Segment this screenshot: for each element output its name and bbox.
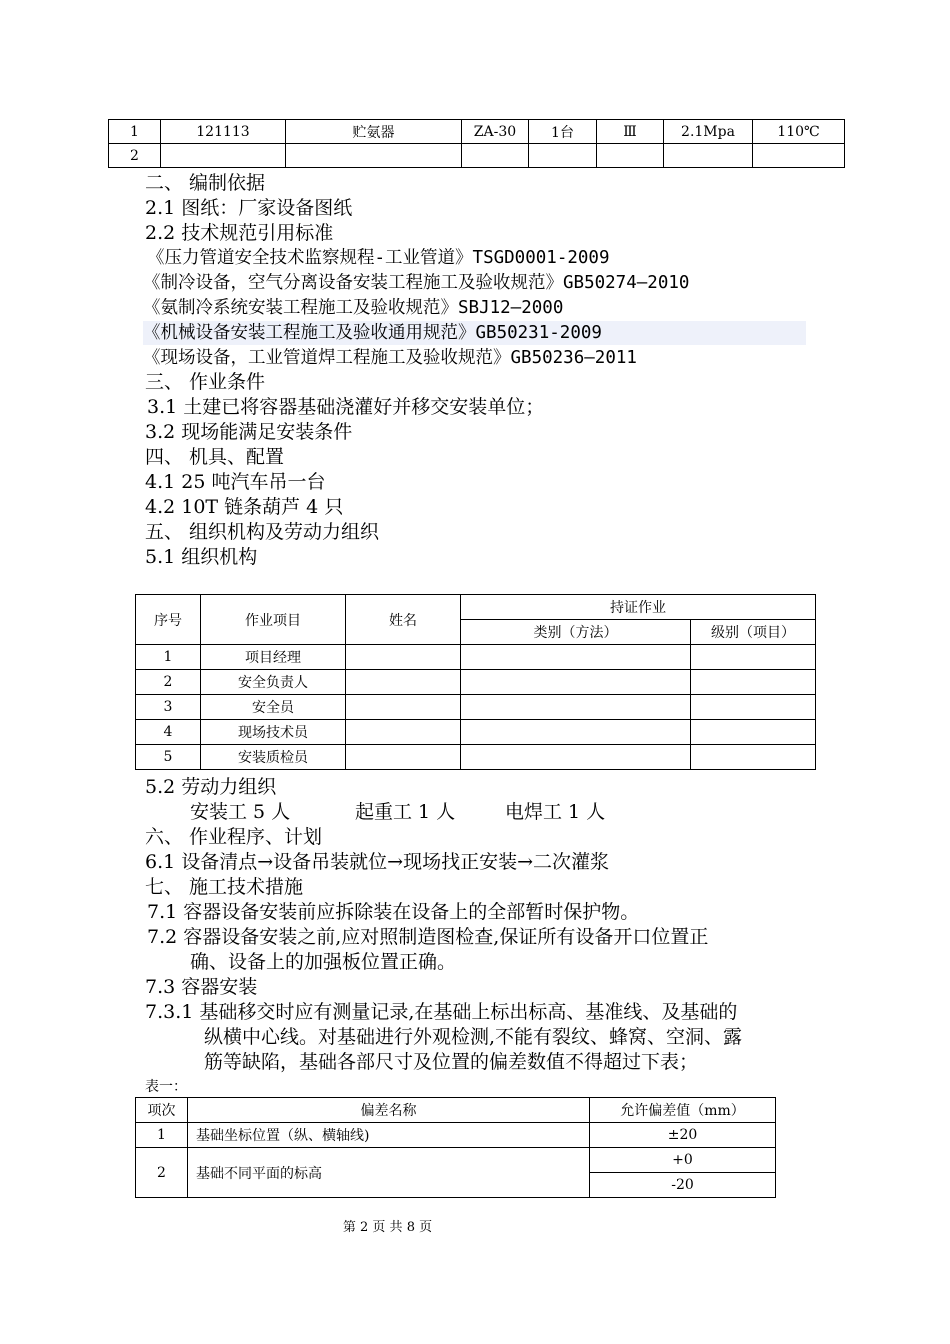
table-cell xyxy=(691,695,816,720)
section-5-2: 5.2 劳动力组织 xyxy=(145,776,277,798)
table-cell: 项目经理 xyxy=(201,645,346,670)
table-cell: 贮氨器 xyxy=(286,120,462,144)
table-row xyxy=(109,120,845,144)
table-cell: 121113 xyxy=(161,120,286,144)
table-cell: 安装质检员 xyxy=(201,745,346,770)
table-cell xyxy=(597,144,664,168)
section-3-1: 3.1 土建已将容器基础浇灌好并移交安装单位； xyxy=(147,396,545,418)
standard-2: 《制冷设备，空气分离设备安装工程施工及验收规范》GB50274—2010 xyxy=(143,273,690,293)
header-cert-level: 级别（项目） xyxy=(691,620,816,645)
header-no: 序号 xyxy=(136,595,201,645)
header-value: 允许偏差值（mm） xyxy=(590,1098,776,1123)
section-6-1: 6.1 设备清点→设备吊装就位→现场找正安装→二次灌浆 xyxy=(145,851,610,873)
table-cell xyxy=(529,144,597,168)
table-cell: 4 xyxy=(136,720,201,745)
table-cell xyxy=(461,745,691,770)
section-4-title: 四、 机具、配置 xyxy=(145,446,285,468)
table-cell xyxy=(664,144,753,168)
table-cell xyxy=(691,670,816,695)
table-cell: ZA-30 xyxy=(462,120,529,144)
table-cell: 3 xyxy=(136,695,201,720)
section-7-2b: 确、设备上的加强板位置正确。 xyxy=(190,951,457,973)
section-5-title: 五、 组织机构及劳动力组织 xyxy=(145,521,380,543)
section-7-3-1a: 7.3.1 基础移交时应有测量记录,在基础上标出标高、基准线、及基础的 xyxy=(145,1001,738,1023)
table-cell xyxy=(346,670,461,695)
section-2-2: 2.2 技术规范引用标准 xyxy=(145,222,334,244)
labor-installer: 安装工 5 人 xyxy=(190,801,291,823)
equipment-table xyxy=(108,119,845,168)
header-name: 偏差名称 xyxy=(188,1098,590,1123)
header-item: 作业项目 xyxy=(201,595,346,645)
table-row xyxy=(136,1123,776,1148)
table-cell xyxy=(753,144,845,168)
table-cell: 2 xyxy=(136,670,201,695)
table-row xyxy=(136,1148,776,1173)
section-2-1: 2.1 图纸：厂家设备图纸 xyxy=(145,197,353,219)
table-cell xyxy=(346,695,461,720)
deviation-table xyxy=(135,1097,776,1198)
table-cell: 5 xyxy=(136,745,201,770)
table-cell: 安全负责人 xyxy=(201,670,346,695)
table-header-row xyxy=(136,595,816,620)
table-cell: 1 xyxy=(136,1123,188,1148)
header-no: 项次 xyxy=(136,1098,188,1123)
table-cell: 1 xyxy=(136,645,201,670)
section-7-2a: 7.2 容器设备安装之前,应对照制造图检查,保证所有设备开口位置正 xyxy=(147,926,709,948)
table-cell: 现场技术员 xyxy=(201,720,346,745)
standard-1: 《压力管道安全技术监察规程-工业管道》TSGD0001-2009 xyxy=(147,248,610,268)
section-7-title: 七、 施工技术措施 xyxy=(145,876,304,898)
table-row xyxy=(136,745,816,770)
table-cell xyxy=(461,645,691,670)
section-7-3: 7.3 容器安装 xyxy=(145,976,258,998)
table-cell xyxy=(691,745,816,770)
table-row xyxy=(136,695,816,720)
table-cell: 基础坐标位置（纵、横轴线) xyxy=(188,1123,590,1148)
table1-caption: 表一： xyxy=(145,1079,187,1095)
section-7-3-1c: 筋等缺陷，基础各部尺寸及位置的偏差数值不得超过下表； xyxy=(204,1051,699,1073)
section-4-2: 4.2 10T 链条葫芦 4 只 xyxy=(145,496,344,518)
table-cell xyxy=(461,720,691,745)
table-cell xyxy=(691,720,816,745)
section-7-3-1b: 纵横中心线。对基础进行外观检测,不能有裂纹、蜂窝、空洞、露 xyxy=(204,1026,743,1048)
section-6-title: 六、 作业程序、计划 xyxy=(145,826,323,848)
table-row xyxy=(136,670,816,695)
table-row xyxy=(136,720,816,745)
standard-5: 《现场设备，工业管道焊工程施工及验收规范》GB50236—2011 xyxy=(143,348,637,368)
table-row xyxy=(109,144,845,168)
table-cell: 1台 xyxy=(529,120,597,144)
header-name: 姓名 xyxy=(346,595,461,645)
table-cell xyxy=(691,645,816,670)
section-4-1: 4.1 25 吨汽车吊一台 xyxy=(145,471,326,493)
table-cell: 1 xyxy=(109,120,161,144)
org-table xyxy=(135,594,816,770)
standard-3: 《氨制冷系统安装工程施工及验收规范》SBJ12—2000 xyxy=(143,298,564,318)
header-cert-type: 类别（方法） xyxy=(461,620,691,645)
table-row xyxy=(136,645,816,670)
labor-rigger: 起重工 1 人 xyxy=(355,801,456,823)
page-footer: 第 2 页 共 8 页 xyxy=(342,1220,433,1235)
labor-welder: 电焊工 1 人 xyxy=(505,801,606,823)
table-cell: +0 xyxy=(590,1148,776,1173)
table-cell: 2.1Mpa xyxy=(664,120,753,144)
table-cell xyxy=(461,670,691,695)
table-cell: 基础不同平面的标高 xyxy=(188,1148,590,1198)
header-cert: 持证作业 xyxy=(461,595,816,620)
standard-4: 《机械设备安装工程施工及验收通用规范》GB50231-2009 xyxy=(143,321,806,345)
table-cell xyxy=(462,144,529,168)
table-header-row xyxy=(136,1098,776,1123)
table-cell xyxy=(461,695,691,720)
section-3-title: 三、 作业条件 xyxy=(145,371,266,393)
table-cell xyxy=(161,144,286,168)
section-7-1: 7.1 容器设备安装前应拆除装在设备上的全部暂时保护物。 xyxy=(147,901,640,923)
section-3-2: 3.2 现场能满足安装条件 xyxy=(145,421,353,443)
table-cell: 2 xyxy=(136,1148,188,1198)
table-cell: Ⅲ xyxy=(597,120,664,144)
section-2-title: 二、 编制依据 xyxy=(145,172,266,194)
table-cell: ±20 xyxy=(590,1123,776,1148)
table-cell xyxy=(346,720,461,745)
table-cell: -20 xyxy=(590,1173,776,1198)
table-cell: 110℃ xyxy=(753,120,845,144)
table-cell: 2 xyxy=(109,144,161,168)
section-5-1: 5.1 组织机构 xyxy=(145,546,258,568)
table-cell xyxy=(346,645,461,670)
table-cell: 安全员 xyxy=(201,695,346,720)
table-cell xyxy=(346,745,461,770)
table-cell xyxy=(286,144,462,168)
